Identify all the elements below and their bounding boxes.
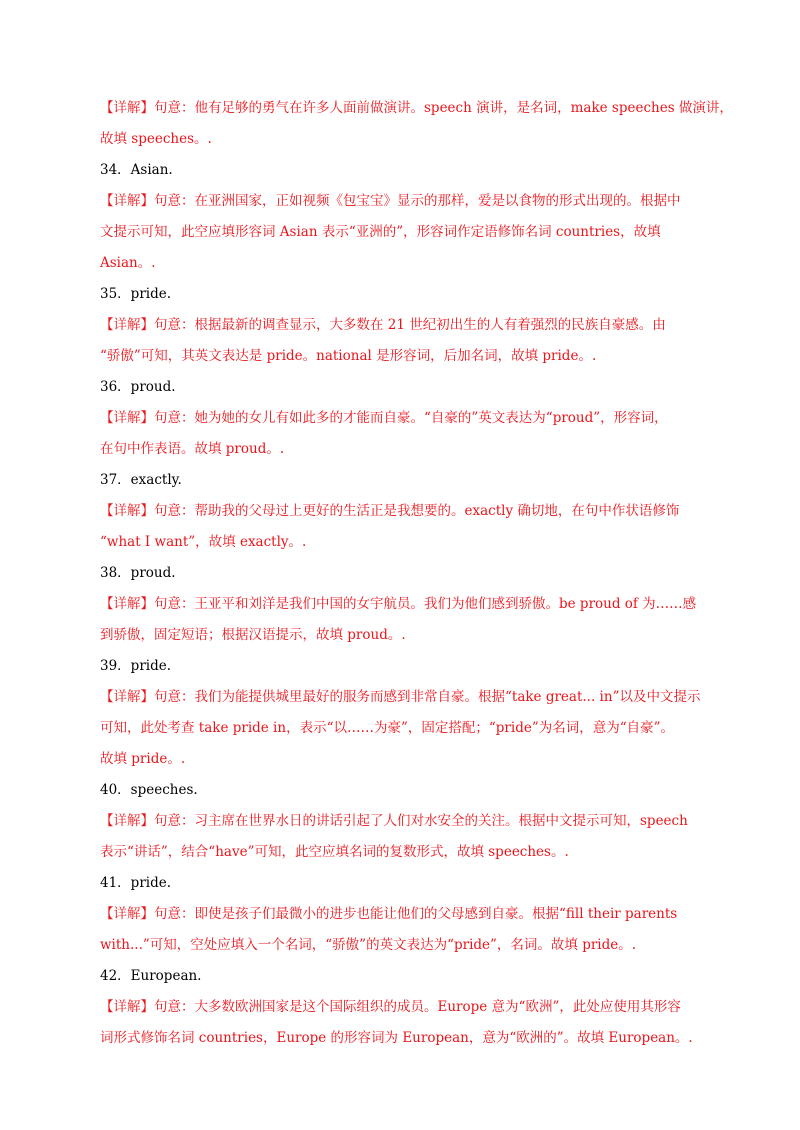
- explanation-line: 可知，此处考查 take pride in，表示“以……为豪”，固定搭配；“pride”为名词，意为“自豪”。: [100, 720, 675, 736]
- explanation-line: 【详解】句意：在亚洲国家，正如视频《包宝宝》显示的那样，爱是以食物的形式出现的。根据中: [100, 193, 681, 209]
- answer-line: 40．speeches.: [100, 782, 198, 798]
- document-page: [100, 93, 733, 1054]
- explanation-line: 在句中作表语。故填 proud。.: [100, 441, 285, 457]
- explanation-line: 文提示可知，此空应填形容词 Asian 表示“亚洲的”，形容词作定语修饰名词 countries，故填: [100, 224, 661, 240]
- answer-line: 36．proud.: [100, 379, 176, 395]
- answer-line: 41．pride.: [100, 875, 172, 891]
- answer-line: 34．Asian.: [100, 162, 173, 178]
- answer-line: 37．exactly.: [100, 472, 182, 488]
- answer-line: 38．proud.: [100, 565, 176, 581]
- answer-line: 39．pride.: [100, 658, 172, 674]
- explanation-line: 【详解】句意：即使是孩子们最微小的进步也能让他们的父母感到自豪。根据“fill their parents: [100, 906, 678, 922]
- explanation-line: 【详解】句意：我们为能提供城里最好的服务而感到非常自豪。根据“take great... in”以及中文提示: [100, 689, 701, 705]
- explanation-line: 【详解】句意：帮助我的父母过上更好的生活正是我想要的。exactly 确切地，在句中作状语修饰: [100, 503, 680, 519]
- explanation-line: 词形式修饰名词 countries，Europe 的形容词为 European，意为“欧洲的”。故填 European。.: [100, 1030, 693, 1046]
- explanation-line: 表示“讲话”，结合“have”可知，此空应填名词的复数形式，故填 speeches。.: [100, 844, 569, 860]
- explanation-line: 【详解】句意：她为她的女儿有如此多的才能而自豪。“自豪的”英文表达为“proud”，形容词，: [100, 410, 668, 426]
- answer-line: 35．pride.: [100, 286, 172, 302]
- explanation-line: 【详解】句意：他有足够的勇气在许多人面前做演讲。speech 演讲，是名词，make speeches 做演讲，: [100, 100, 733, 116]
- explanation-line: 故填 pride。.: [100, 751, 186, 767]
- explanation-line: 【详解】句意：王亚平和刘洋是我们中国的女宇航员。我们为他们感到骄傲。be proud of 为……感: [100, 596, 697, 612]
- explanation-line: “骄傲”可知，其英文表达是 pride。national 是形容词，后加名词，故填 pride。.: [100, 348, 597, 364]
- explanation-line: 故填 speeches。.: [100, 131, 212, 147]
- explanation-line: “what I want”，故填 exactly。.: [100, 534, 307, 550]
- answer-line: 42．European.: [100, 968, 202, 984]
- explanation-line: with...”可知，空处应填入一个名词，“骄傲”的英文表达为“pride”，名词。故填 pride。.: [100, 937, 637, 953]
- explanation-line: 到骄傲，固定短语；根据汉语提示，故填 proud。.: [100, 627, 406, 643]
- explanation-line: Asian。.: [100, 255, 156, 271]
- explanation-line: 【详解】句意：大多数欧洲国家是这个国际组织的成员。Europe 意为“欧洲”，此处应使用其形容: [100, 999, 681, 1015]
- explanation-line: 【详解】句意：根据最新的调查显示，大多数在 21 世纪初出生的人有着强烈的民族自豪感。由: [100, 317, 666, 333]
- explanation-line: 【详解】句意：习主席在世界水日的讲话引起了人们对水安全的关注。根据中文提示可知，speech: [100, 813, 688, 829]
